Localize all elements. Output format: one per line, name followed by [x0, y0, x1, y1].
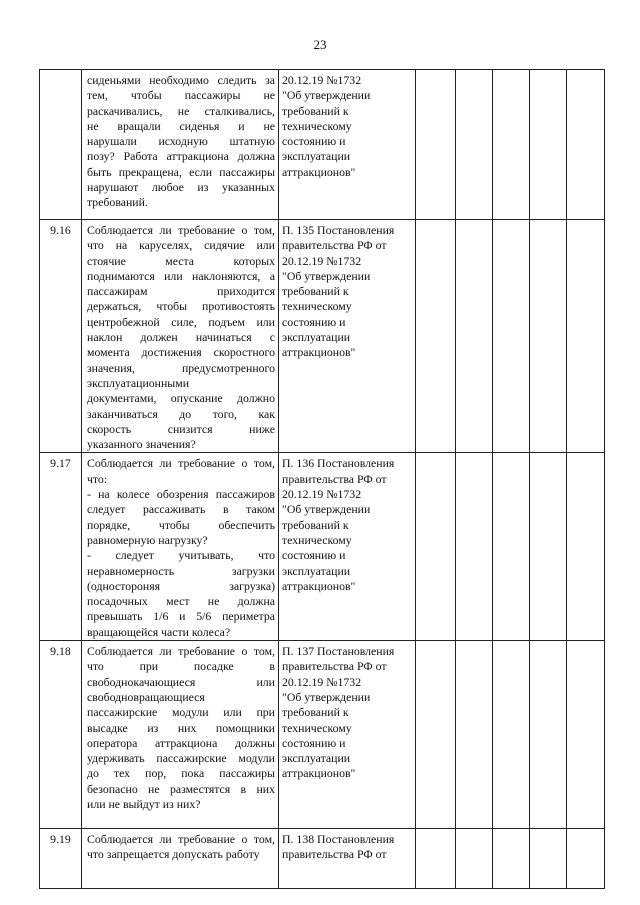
- reference-line: требований к: [282, 284, 349, 299]
- table-body: [40, 70, 605, 889]
- reference-line: техническому: [282, 118, 352, 133]
- reference-line: эксплуатации: [282, 563, 351, 578]
- blank-cell: [493, 453, 530, 641]
- question-line: вращающейся части колеса?: [87, 624, 231, 639]
- question-line: сиденьями необходимо следить за: [87, 73, 275, 87]
- reference-line: правительства РФ от: [282, 847, 387, 862]
- question-line: безопасно не разместятся в них: [87, 781, 275, 796]
- reference-line: "Об утверждении: [282, 689, 371, 704]
- reference-line: эксплуатации: [282, 149, 351, 164]
- table-row: [40, 829, 605, 889]
- blank-cell: [416, 641, 456, 829]
- reference-line: "Об утверждении: [282, 268, 371, 283]
- question-line: наклон должен начинаться с: [87, 330, 275, 345]
- question-line: быть прекращена, если пассажиры: [87, 164, 275, 179]
- reference-line: П. 135 Постановления: [282, 223, 395, 237]
- blank-cell: [567, 641, 605, 829]
- question-line: до тех пор, пока пассажиры: [87, 766, 275, 781]
- question-line: (одностороняя загрузка): [87, 578, 275, 593]
- question-line: значения, предусмотренного: [87, 360, 275, 375]
- question-line: пассажирам приходится: [87, 284, 275, 299]
- legal-reference: [279, 70, 416, 220]
- question-line: не вращали сиденья и не: [87, 118, 275, 133]
- question-line: Соблюдается ли требование о том,: [87, 832, 275, 847]
- requirement-question: [82, 641, 279, 829]
- blank-cell: [456, 70, 493, 220]
- question-line: требований.: [87, 195, 148, 210]
- blank-cell: [416, 453, 456, 641]
- reference-line: техническому: [282, 532, 352, 547]
- item-number: 9.16: [40, 220, 82, 453]
- question-line: что запрещается допускать работу: [87, 847, 260, 862]
- reference-line: "Об утверждении: [282, 88, 371, 103]
- reference-line: правительства РФ от: [282, 659, 387, 674]
- blank-cell: [456, 641, 493, 829]
- reference-line: П. 136 Постановления: [282, 456, 395, 471]
- blank-cell: [530, 829, 567, 889]
- reference-line: 20.12.19 №1732: [282, 674, 362, 689]
- question-line: превышать 1/6 и 5/6 периметра: [87, 609, 275, 624]
- reference-line: П. 137 Постановления: [282, 644, 395, 659]
- reference-line: требований к: [282, 517, 349, 532]
- table-row: [40, 453, 605, 641]
- blank-cell: [456, 453, 493, 641]
- question-line: скорость снизится ниже: [87, 421, 275, 436]
- table-row: [40, 220, 605, 453]
- reference-line: аттракционов": [282, 345, 356, 360]
- question-line: высадке из них помощники: [87, 720, 275, 735]
- question-line: Соблюдается ли требование о том,: [87, 644, 275, 659]
- reference-line: П. 138 Постановления: [282, 832, 395, 847]
- blank-cell: [456, 220, 493, 453]
- question-line: тем, чтобы пассажиры не: [87, 88, 275, 103]
- question-line: посадочных мест не должна: [87, 594, 275, 609]
- reference-line: состоянию и: [282, 314, 346, 329]
- reference-line: эксплуатации: [282, 330, 351, 345]
- reference-line: техническому: [282, 720, 352, 735]
- question-line: - следует учитывать, что: [87, 548, 275, 563]
- reference-line: 20.12.19 №1732: [282, 73, 362, 87]
- question-line: пассажирские модули или при: [87, 705, 275, 720]
- question-line: что при посадке в: [87, 659, 275, 674]
- question-line: следует рассаживать в таком: [87, 502, 275, 517]
- item-number: 9.19: [40, 829, 82, 889]
- reference-line: правительства РФ от: [282, 471, 387, 486]
- question-line: равномерную нагрузку?: [87, 532, 208, 547]
- reference-line: требований к: [282, 705, 349, 720]
- reference-line: состоянию и: [282, 548, 346, 563]
- blank-cell: [530, 220, 567, 453]
- question-line: удерживать пассажирские модули: [87, 751, 275, 766]
- question-line: позу? Работа аттракциона должна: [87, 149, 275, 164]
- blank-cell: [416, 70, 456, 220]
- reference-line: состоянию и: [282, 134, 346, 149]
- question-line: оператора аттракциона должны: [87, 735, 275, 750]
- question-line: Соблюдается ли требование о том,: [87, 456, 275, 471]
- blank-cell: [567, 70, 605, 220]
- item-number: [40, 70, 82, 220]
- reference-line: аттракционов": [282, 766, 356, 781]
- reference-line: аттракционов": [282, 578, 356, 593]
- reference-line: "Об утверждении: [282, 502, 371, 517]
- requirement-question: [82, 220, 279, 453]
- table-row: [40, 641, 605, 829]
- question-line: что:: [87, 471, 108, 486]
- question-line: или не выйдут из них?: [87, 796, 201, 811]
- reference-line: 20.12.19 №1732: [282, 487, 362, 502]
- reference-line: эксплуатации: [282, 751, 351, 766]
- question-line: нарушают любое из указанных: [87, 180, 275, 195]
- question-line: свободновращающиеся: [87, 689, 205, 704]
- requirement-question: [82, 829, 279, 889]
- blank-cell: [530, 641, 567, 829]
- question-line: - на колесе обозрения пассажиров: [87, 487, 275, 502]
- question-line: стоячие места которых: [87, 253, 275, 268]
- question-line: неравномерность загрузки: [87, 563, 275, 578]
- reference-line: 20.12.19 №1732: [282, 253, 362, 268]
- blank-cell: [567, 829, 605, 889]
- item-number: 9.17: [40, 453, 82, 641]
- reference-line: требований к: [282, 103, 349, 118]
- requirements-table: [39, 69, 605, 889]
- blank-cell: [493, 829, 530, 889]
- legal-reference: [279, 829, 416, 889]
- question-line: заканчиваться до того, как: [87, 406, 275, 421]
- blank-cell: [416, 829, 456, 889]
- blank-cell: [416, 220, 456, 453]
- reference-line: аттракционов": [282, 164, 356, 179]
- item-number: 9.18: [40, 641, 82, 829]
- question-line: документами, опускание должно: [87, 391, 275, 406]
- question-line: свободнокачающиеся или: [87, 674, 275, 689]
- question-line: нарушали исходную штатную: [87, 134, 275, 149]
- legal-reference: [279, 453, 416, 641]
- requirement-question: [82, 70, 279, 220]
- blank-cell: [567, 453, 605, 641]
- question-line: указанного значения?: [87, 437, 196, 452]
- blank-cell: [530, 453, 567, 641]
- blank-cell: [567, 220, 605, 453]
- question-line: поднимаются или наклоняются, а: [87, 268, 275, 283]
- table-row: [40, 70, 605, 220]
- question-line: порядке, чтобы обеспечить: [87, 517, 275, 532]
- blank-cell: [493, 641, 530, 829]
- blank-cell: [530, 70, 567, 220]
- question-line: держаться, чтобы противостоять: [87, 299, 275, 314]
- page-number: 23: [313, 37, 327, 52]
- reference-line: техническому: [282, 299, 352, 314]
- question-line: момента достижения скоростного: [87, 345, 275, 360]
- blank-cell: [493, 70, 530, 220]
- blank-cell: [456, 829, 493, 889]
- reference-line: состоянию и: [282, 735, 346, 750]
- question-line: центробежной силе, подъем или: [87, 314, 275, 329]
- question-line: что на каруселях, сидячие или: [87, 238, 275, 253]
- legal-reference: [279, 641, 416, 829]
- blank-cell: [493, 220, 530, 453]
- question-line: эксплуатационными: [87, 375, 190, 390]
- requirement-question: [82, 453, 279, 641]
- reference-line: правительства РФ от: [282, 238, 387, 253]
- question-line: Соблюдается ли требование о том,: [87, 223, 275, 237]
- legal-reference: [279, 220, 416, 453]
- question-line: раскачивались, не сталкивались,: [87, 103, 275, 118]
